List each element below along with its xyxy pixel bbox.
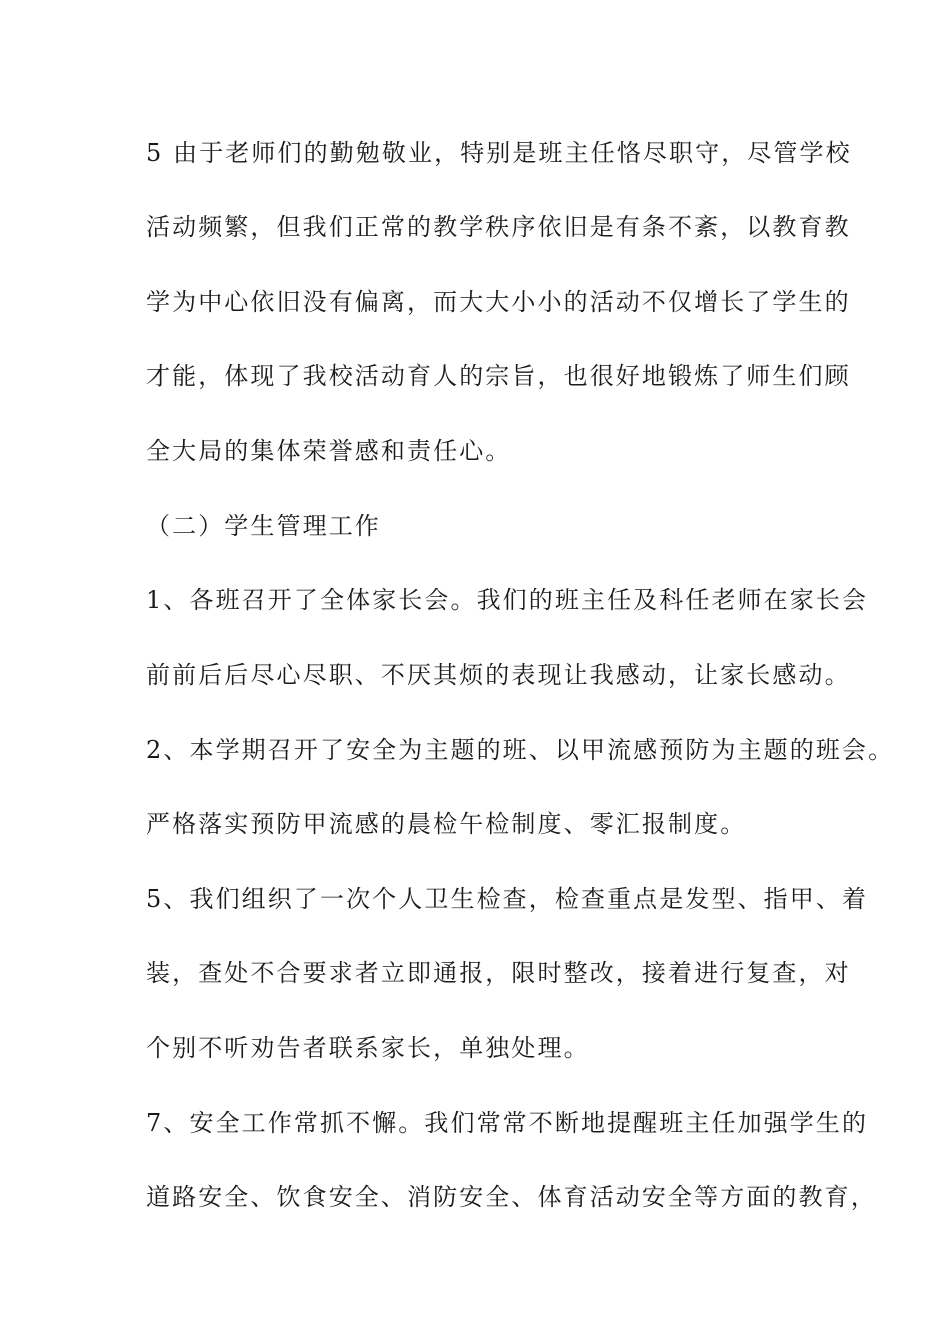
- paragraph-line: 5 由于老师们的勤勉敬业，特别是班主任恪尽职守，尽管学校: [146, 139, 852, 167]
- paragraph-line: 全大局的集体荣誉感和责任心。: [146, 437, 512, 465]
- paragraph-line: 个别不听劝告者联系家长，单独处理。: [146, 1034, 590, 1062]
- paragraph-line: 2、本学期召开了安全为主题的班、以甲流感预防为主题的班会。: [146, 736, 895, 764]
- section-heading: （二）学生管理工作: [146, 512, 381, 540]
- paragraph-line: 5、我们组织了一次个人卫生检查，检查重点是发型、指甲、着: [146, 885, 869, 913]
- paragraph-line: 学为中心依旧没有偏离，而大大小小的活动不仅增长了学生的: [146, 288, 851, 316]
- paragraph-line: 前前后后尽心尽职、不厌其烦的表现让我感动，让家长感动。: [146, 661, 851, 689]
- paragraph-line: 严格落实预防甲流感的晨检午检制度、零汇报制度。: [146, 810, 747, 838]
- paragraph-line: 7、安全工作常抓不懈。我们常常不断地提醒班主任加强学生的: [146, 1109, 869, 1137]
- paragraph-line: 才能，体现了我校活动育人的宗旨，也很好地锻炼了师生们顾: [146, 362, 851, 390]
- paragraph-line: 道路安全、饮食安全、消防安全、体育活动安全等方面的教育，: [146, 1183, 877, 1211]
- paragraph-line: 活动频繁，但我们正常的教学秩序依旧是有条不紊，以教育教: [146, 213, 851, 241]
- paragraph-line: 1、各班召开了全体家长会。我们的班主任及科任老师在家长会: [146, 586, 869, 614]
- paragraph-line: 装，查处不合要求者立即通报，限时整改，接着进行复查，对: [146, 959, 851, 987]
